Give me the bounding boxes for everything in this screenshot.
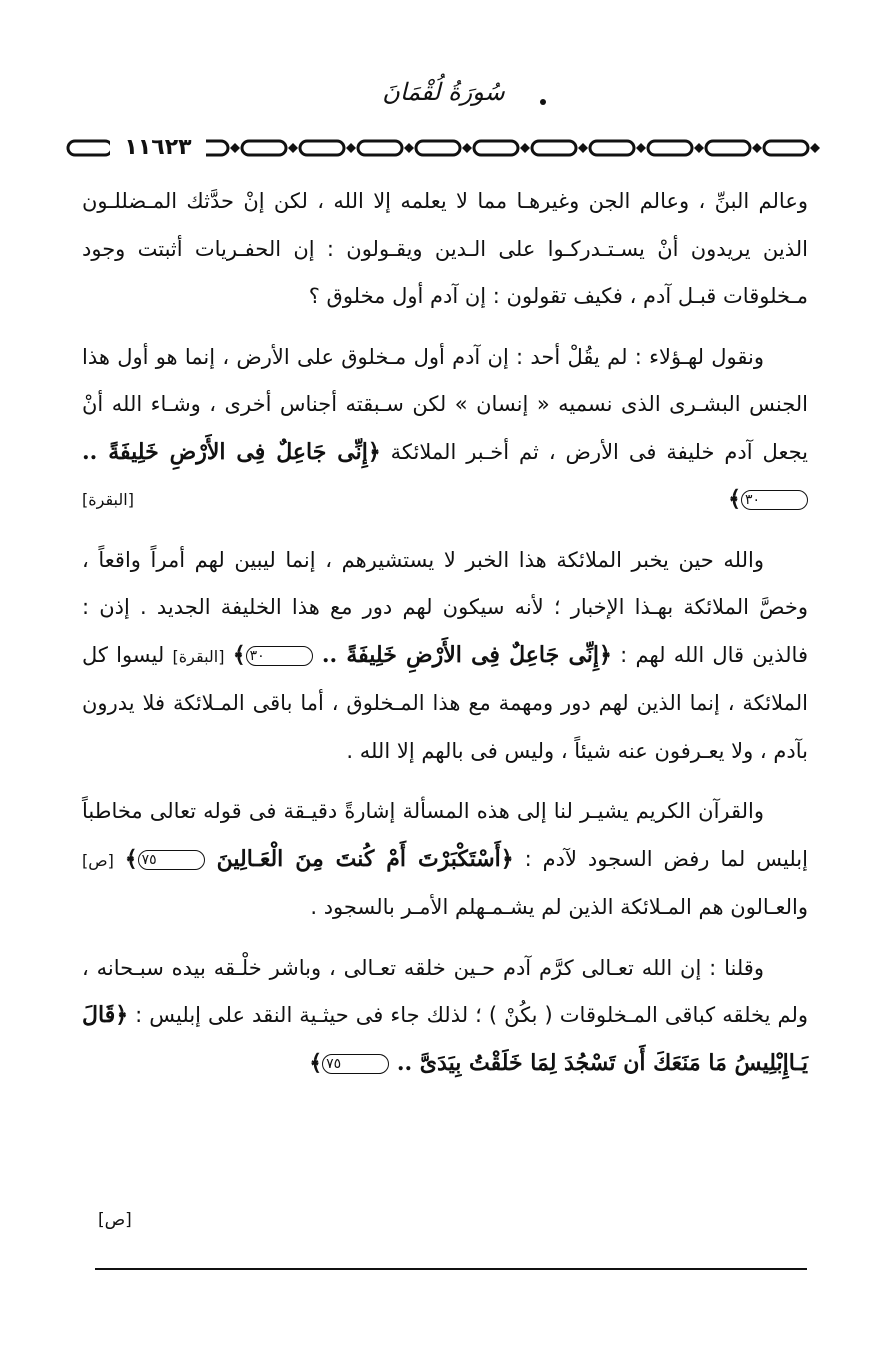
title-ornament-dot (540, 99, 546, 105)
paragraph-text: ونقول لهـؤلاء : لم يقُلْ أحد : إن آدم أول مـخلوق على الأرض ، إنما هو أول هذا الجنس البشـرى الذى نسميه « إنسان » لكن سـبقته أجناس أخرى ، وشـاء الله أنْ يجعل آدم خليفة فى الأرض ، ثم أخـبر الملائكة (82, 344, 808, 464)
ayah-number: ٧٥ (138, 850, 205, 870)
footer-divider (95, 1268, 807, 1270)
quran-verse: ﴿إِنِّى جَاعِلٌ فِى الأَرْضِ خَلِيفَةً .. (82, 438, 381, 465)
paragraph-text: وعالم البنِّ ، وعالم الجن وغيرهـا مما لا يعلمه إلا الله ، لكن إنْ حدَّثك المـضللـون الذين يريدون أنْ يسـتـدركـوا على الـدين ويقـولون : إن الحفـريات أثبتت وجود مـخلوقات قبـل آدم ، فكيف تقولون : إن آدم أول مخلوق ؟ (82, 189, 808, 308)
paragraph-text: ليسوا كل الملائكة ، إنما الذين لهم دور ومهمة مع هذا المـخلوق ، أما باقى المـلائكة فلا يدرون بآدم ، ولا يعـرفون عنه شيئاً ، وليس فى بالهم إلا الله . (82, 642, 808, 763)
surah-title: سُورَةُ لُقْمَانَ (382, 78, 505, 106)
paragraph-2 (82, 334, 808, 524)
quran-bracket-close: ﴾ (728, 486, 741, 512)
surah-reference: [ص] (82, 850, 114, 870)
body-text (82, 178, 808, 1100)
surah-reference: [البقرة] (82, 490, 134, 509)
ayah-number: ٣٠ (246, 646, 313, 666)
quran-bracket-close: ﴾ (232, 641, 246, 668)
quran-verse: ﴿إِنِّى جَاعِلٌ فِى الأَرْضِ خَلِيفَةً .. (312, 641, 612, 668)
surah-reference: [البقرة] (172, 646, 225, 666)
quran-verse: ﴿أَسْتَكْبَرْتَ أَمْ كُنتَ مِنَ الْعَـالِينَ (204, 845, 514, 872)
ayah-number: ٣٠ (741, 490, 808, 510)
paragraph-text: والقرآن الكريم يشيـر لنا إلى هذه المسألة إشارةً دقيـقة فى قوله تعالى مخاطباً إبليس لما رفض السجود لآدم : (82, 799, 808, 871)
paragraph-text: والله حين يخبر الملائكة هذا الخبر لا يستشيرهم ، إنما ليبين لهم أمراً واقعاً ، وخصَّ الملائكة بهـذا الإخبار ؛ لأنه سيكون لهم دور مع هذا الخليفة الجديد . إذن : فالذين قال الله لهم : (82, 547, 808, 667)
quran-bracket-close: ﴾ (309, 1049, 323, 1076)
paragraph-1 (82, 178, 808, 321)
ayah-number: ٧٥ (322, 1054, 389, 1074)
quran-verse: ﴿قَالَ يَـاإِبْلِيسُ مَا مَنَعَكَ أَن تَسْجُدَ لِمَا خَلَقْتُ بِيَدَىَّ .. (82, 1002, 808, 1076)
paragraph-text: وقلنا : إن الله تعـالى كرَّم آدم حـين خلقه تعـالى ، وباشر خلْـقه بيده سبـحانه ، ولم يخلقه كباقى المـخلوقات ( بكُنْ ) ؛ لذلك جاء فى حيثـية النقد على إبليس : (82, 955, 808, 1027)
page-number: ١١٦٢٣ (110, 134, 206, 162)
footer-surah-reference: [ص] (98, 1210, 132, 1230)
paragraph-5 (82, 945, 808, 1088)
paragraph-4 (82, 788, 808, 932)
paragraph-3 (82, 537, 808, 776)
paragraph-text: والعـالون هم المـلائكة الذين لم يشـمـهلم الأمـر بالسجود . (310, 895, 808, 919)
quran-bracket-close: ﴾ (124, 845, 138, 872)
